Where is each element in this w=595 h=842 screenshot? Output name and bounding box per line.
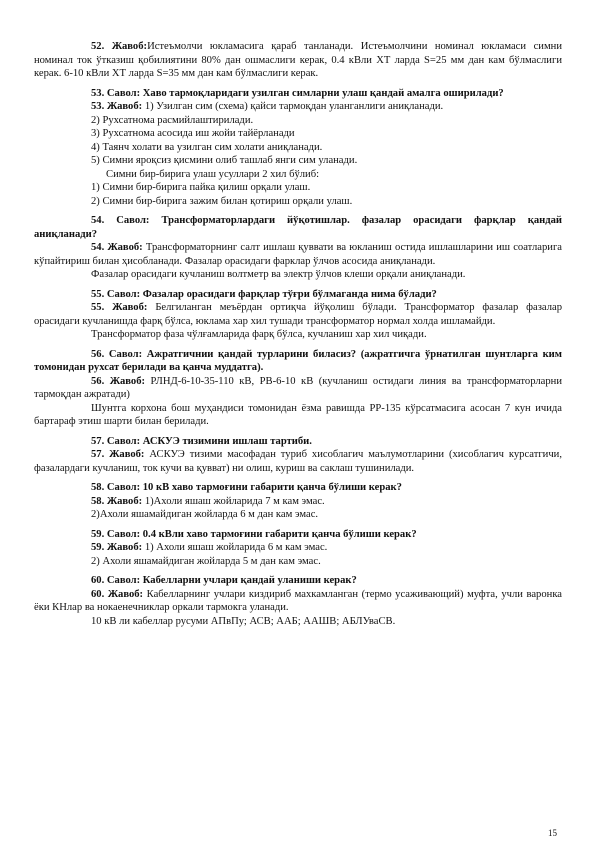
answer-text <box>34 402 562 429</box>
text-content: 54. Савол: Трансформаторлардаги йўқотишлар. фазалар орасидаги фарқлар қандай аниқланади? <box>34 215 562 240</box>
text-content: 1) Узилган сим (схема) қайси тармоқдан уланганлиги аниқланади. <box>142 101 444 112</box>
text-content: 2) Рухсатнома расмийлаштирилади. <box>91 114 254 126</box>
answer-label: 56. Жавоб: <box>91 375 146 387</box>
answer-text <box>34 301 562 328</box>
answer-text <box>34 495 562 509</box>
answer-text <box>34 268 562 282</box>
text-content: Трансформаторнинг салт ишлаш қуввати ва юкланиш остида ишлашларини иш соатларига кўпайтириш билан ҳисобланади. Фазалар орасидаги фарклар ўлчов асосида аниқланади. <box>34 242 563 267</box>
question-text <box>34 528 562 542</box>
answer-text <box>34 541 562 555</box>
answer-label: 53. Жавоб: <box>91 101 143 112</box>
question-text <box>34 288 562 302</box>
answer-label: 58. Жавоб: <box>91 495 143 507</box>
question-text <box>34 348 562 375</box>
answer-text <box>34 195 562 209</box>
text-content: Трансформатор фаза чўлғамларида фарқ бўлса, кучланиш хар хил чиқади. <box>91 329 427 340</box>
answer-label: 57. Жавоб: <box>91 449 145 460</box>
answer-text <box>34 141 562 155</box>
answer-text <box>34 241 562 268</box>
text-content: 57. Савол: АСКУЭ тизимини ишлаш тартиби. <box>91 435 312 447</box>
page-number: 15 <box>548 828 557 838</box>
text-content: Истеъмолчи юкламасига қараб танланади. Истеъмолчини номинал юкламаси симни номинал ток ўтказиш қобилиятини 80% дан ошмаслиги керак, 0.4 кВли ХТ ларда S=25 мм дан кам бўлмаслиги керак. 6-10 кВли ХТ ларда S=35 мм дан кам бўлмаслиги керак. <box>34 41 562 79</box>
answer-label: 60. Жавоб: <box>91 588 144 600</box>
text-content: 59. Савол: 0.4 кВли хаво тармоғини габарити қанча бўлиши керак? <box>91 528 417 540</box>
answer-text <box>34 127 562 141</box>
question-text <box>34 481 562 495</box>
answer-text <box>34 100 562 114</box>
text-content: 2) Симни бир-бирига зажим билан қотириш орқали улаш. <box>91 195 353 207</box>
answer-text <box>34 448 562 475</box>
question-text <box>34 87 562 101</box>
text-content: Фазалар орасидаги кучланиш волтметр ва электр ўлчов клеши орқали аниқланади. <box>91 269 466 280</box>
answer-text <box>34 328 562 342</box>
text-content: 56. Савол: Ажратгичнии қандай турларини биласиз? (ажратгичга ўрнатилган шунтларга ким томонидан рухсат берилади ва қанча муддатга). <box>34 348 562 373</box>
text-content: 1) Симни бир-бирига пайка қилиш орқали улаш. <box>91 182 311 193</box>
text-content: 3) Рухсатнома асосида иш жойи тайёрланади <box>91 128 295 139</box>
text-content: 58. Савол: 10 кВ хаво тармоғини габарити қанча бўлиши керак? <box>91 482 402 493</box>
text-content: Симни бир-бирига улаш усуллари 2 хил бўлиб: <box>106 168 320 180</box>
text-content: 53. Савол: Хаво тармоқларидаги узилган симларни улаш қандай амалга оширилади? <box>91 87 504 99</box>
answer-text <box>34 375 562 402</box>
answer-text <box>34 168 562 182</box>
question-text <box>34 435 562 449</box>
question-text <box>34 214 562 241</box>
text-content: 1) Ахоли яшаш жойларида 6 м кам эмас. <box>142 542 328 553</box>
answer-text <box>34 588 562 615</box>
answer-label: 52. Жавоб: <box>91 41 148 52</box>
text-content: 2)Ахоли яшамайдиган жойларда 6 м дан кам эмас. <box>91 509 319 520</box>
text-content: 5) Симни яроқсиз қисмини олиб ташлаб янги сим уланади. <box>91 155 358 166</box>
answer-text <box>34 154 562 168</box>
text-content: Шунтга корхона бош муҳандиси томонидан ёзма равишда РР-135 кўрсатмасига асосан 7 кун ичида бартараф этиш шарти билан берилади. <box>34 402 562 427</box>
answer-text <box>34 181 562 195</box>
text-content: 4) Таянч холати ва узилган сим холати аниқланади. <box>91 141 323 153</box>
text-content: РЛНД-6-10-35-110 кВ, РВ-6-10 кВ (кучланиш остидаги линия ва трансформаторларни тармоқдан ажратади) <box>34 375 563 400</box>
text-content: 2) Ахоли яшамайдиган жойларда 5 м дан кам эмас. <box>91 555 321 567</box>
answer-label: 59. Жавоб: <box>91 542 143 553</box>
text-content: Белгиланган меъёрдан ортиқча йўқолиш бўлади. Трансформатор фазалар фазалар орасидаги кучланишда фарқ бўлса, юклама хар хил тушади трансформатор нормал холда ишламайди. <box>34 302 562 327</box>
text-content: 1)Ахоли яшаш жойларида 7 м кам эмас. <box>142 495 325 507</box>
text-content: Кабелларнинг учлари киздириб махкамланган (термо усаживающий) муфта, учли варонка ёки КНлар ва нокаенечниклар оркали тармокга уланади. <box>34 588 563 613</box>
text-content: 60. Савол: Кабелларни учлари қандай уланиши керак? <box>91 575 357 586</box>
document-body <box>34 40 562 628</box>
answer-label: 55. Жавоб: <box>91 302 148 313</box>
answer-text <box>34 114 562 128</box>
text-content: АСКУЭ тизими масофадан туриб хисоблагич маълумотларини (хисоблагич курсатгичи, фазалардаги кучланиш, ток кучи ва қувват) ни олиш, куриш ва саклаш тушинилади. <box>34 449 563 474</box>
answer-text <box>34 615 562 629</box>
question-text <box>34 574 562 588</box>
text-content: 10 кВ ли кабеллар русуми АПвПу; АСВ; ААБ; ААШВ; АБЛУваСВ. <box>91 615 396 627</box>
text-content: 55. Савол: Фазалар орасидаги фарқлар тўғри бўлмаганда нима бўлади? <box>91 288 437 300</box>
answer-text <box>34 508 562 522</box>
answer-text <box>34 555 562 569</box>
answer-text <box>34 40 562 81</box>
answer-label: 54. Жавоб: <box>91 242 143 253</box>
